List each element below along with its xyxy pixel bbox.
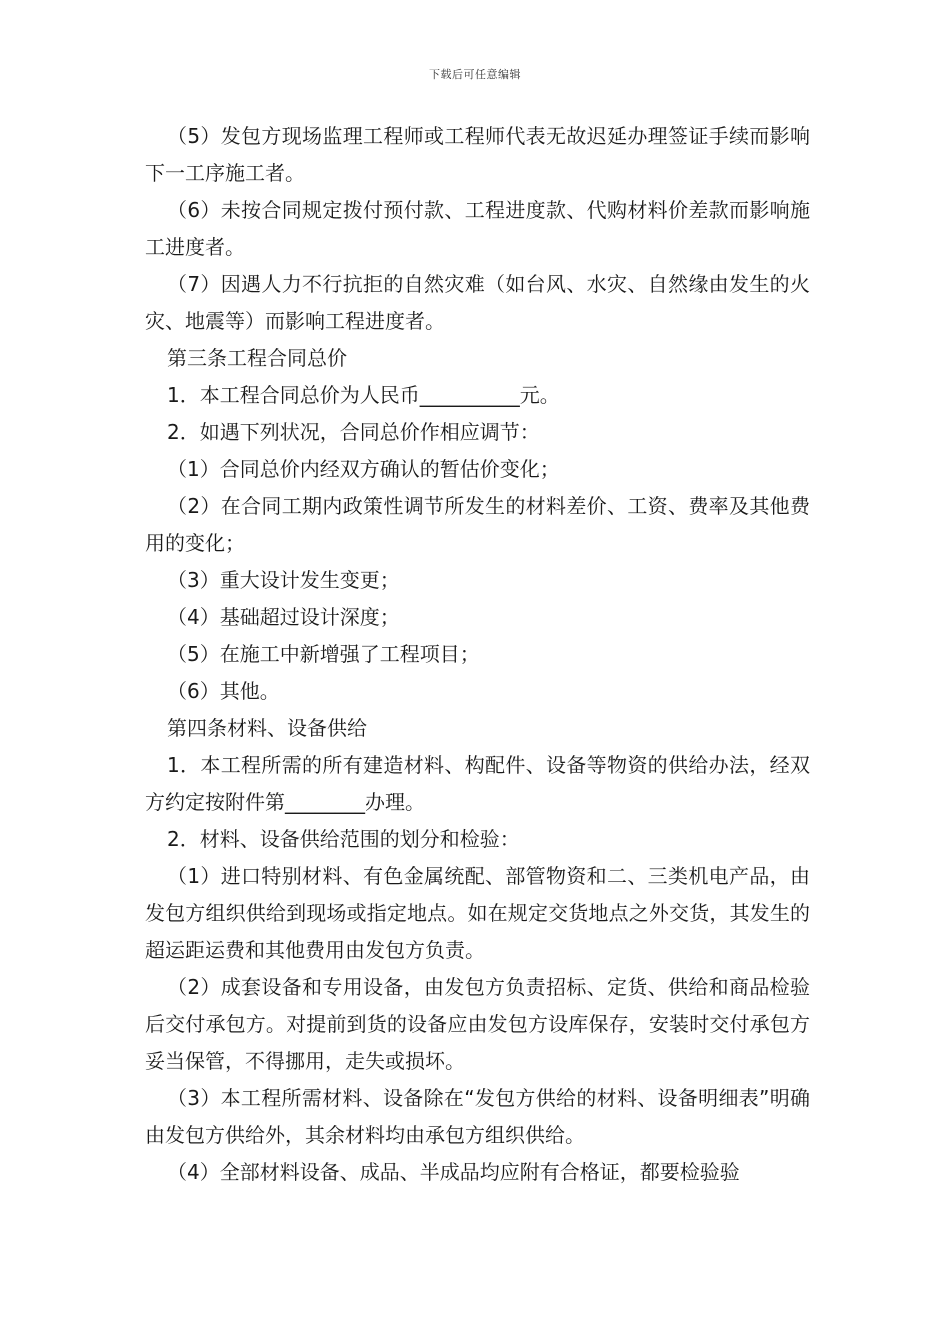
document-body	[145, 118, 810, 1191]
clause-paragraph: （2）在合同工期内政策性调节所发生的材料差价、工资、费率及其他费用的变化；	[145, 494, 810, 555]
clause-paragraph: （6）未按合同规定拨付预付款、工程进度款、代购材料价差款而影响施工进度者。	[145, 198, 810, 259]
section-heading: 第四条材料、设备供给	[167, 716, 367, 740]
clause-paragraph: （3）本工程所需材料、设备除在“发包方供给的材料、设备明细表”明确由发包方供给外，其余材料均由承包方组织供给。	[145, 1086, 810, 1147]
clause-paragraph: （3）重大设计发生变更；	[167, 568, 400, 592]
clause-paragraph: （2）成套设备和专用设备，由发包方负责招标、定货、供给和商品检验后交付承包方。对提前到货的设备应由发包方设库保存，安装时交付承包方妥当保管，不得挪用，走失或损坏。	[145, 975, 810, 1073]
clause-paragraph: 2．如遇下列状况，合同总价作相应调节：	[167, 420, 540, 444]
clause-paragraph: 1．本工程所需的所有建造材料、构配件、设备等物资的供给办法，经双方约定按附件第________办理。	[145, 753, 810, 814]
clause-paragraph: 1．本工程合同总价为人民币__________元。	[167, 383, 560, 407]
clause-paragraph: （1）进口特别材料、有色金属统配、部管物资和二、三类机电产品，由发包方组织供给到现场或指定地点。如在规定交货地点之外交货，其发生的超运距运费和其他费用由发包方负责。	[145, 864, 810, 962]
page-header-note: 下载后可任意编辑	[429, 68, 521, 81]
section-heading: 第三条工程合同总价	[167, 346, 347, 370]
clause-paragraph: （6）其他。	[167, 679, 280, 703]
clause-paragraph: （1）合同总价内经双方确认的暂估价变化；	[167, 457, 560, 481]
clause-paragraph: （4）基础超过设计深度；	[167, 605, 400, 629]
clause-paragraph: （5）发包方现场监理工程师或工程师代表无故迟延办理签证手续而影响下一工序施工者。	[145, 124, 810, 185]
clause-paragraph: （4）全部材料设备、成品、半成品均应附有合格证，都要检验验	[167, 1160, 740, 1184]
clause-paragraph: 2．材料、设备供给范围的划分和检验：	[167, 827, 520, 851]
clause-paragraph: （5）在施工中新增强了工程项目；	[167, 642, 480, 666]
clause-paragraph: （7）因遇人力不行抗拒的自然灾难（如台风、水灾、自然缘由发生的火灾、地震等）而影响工程进度者。	[145, 272, 810, 333]
